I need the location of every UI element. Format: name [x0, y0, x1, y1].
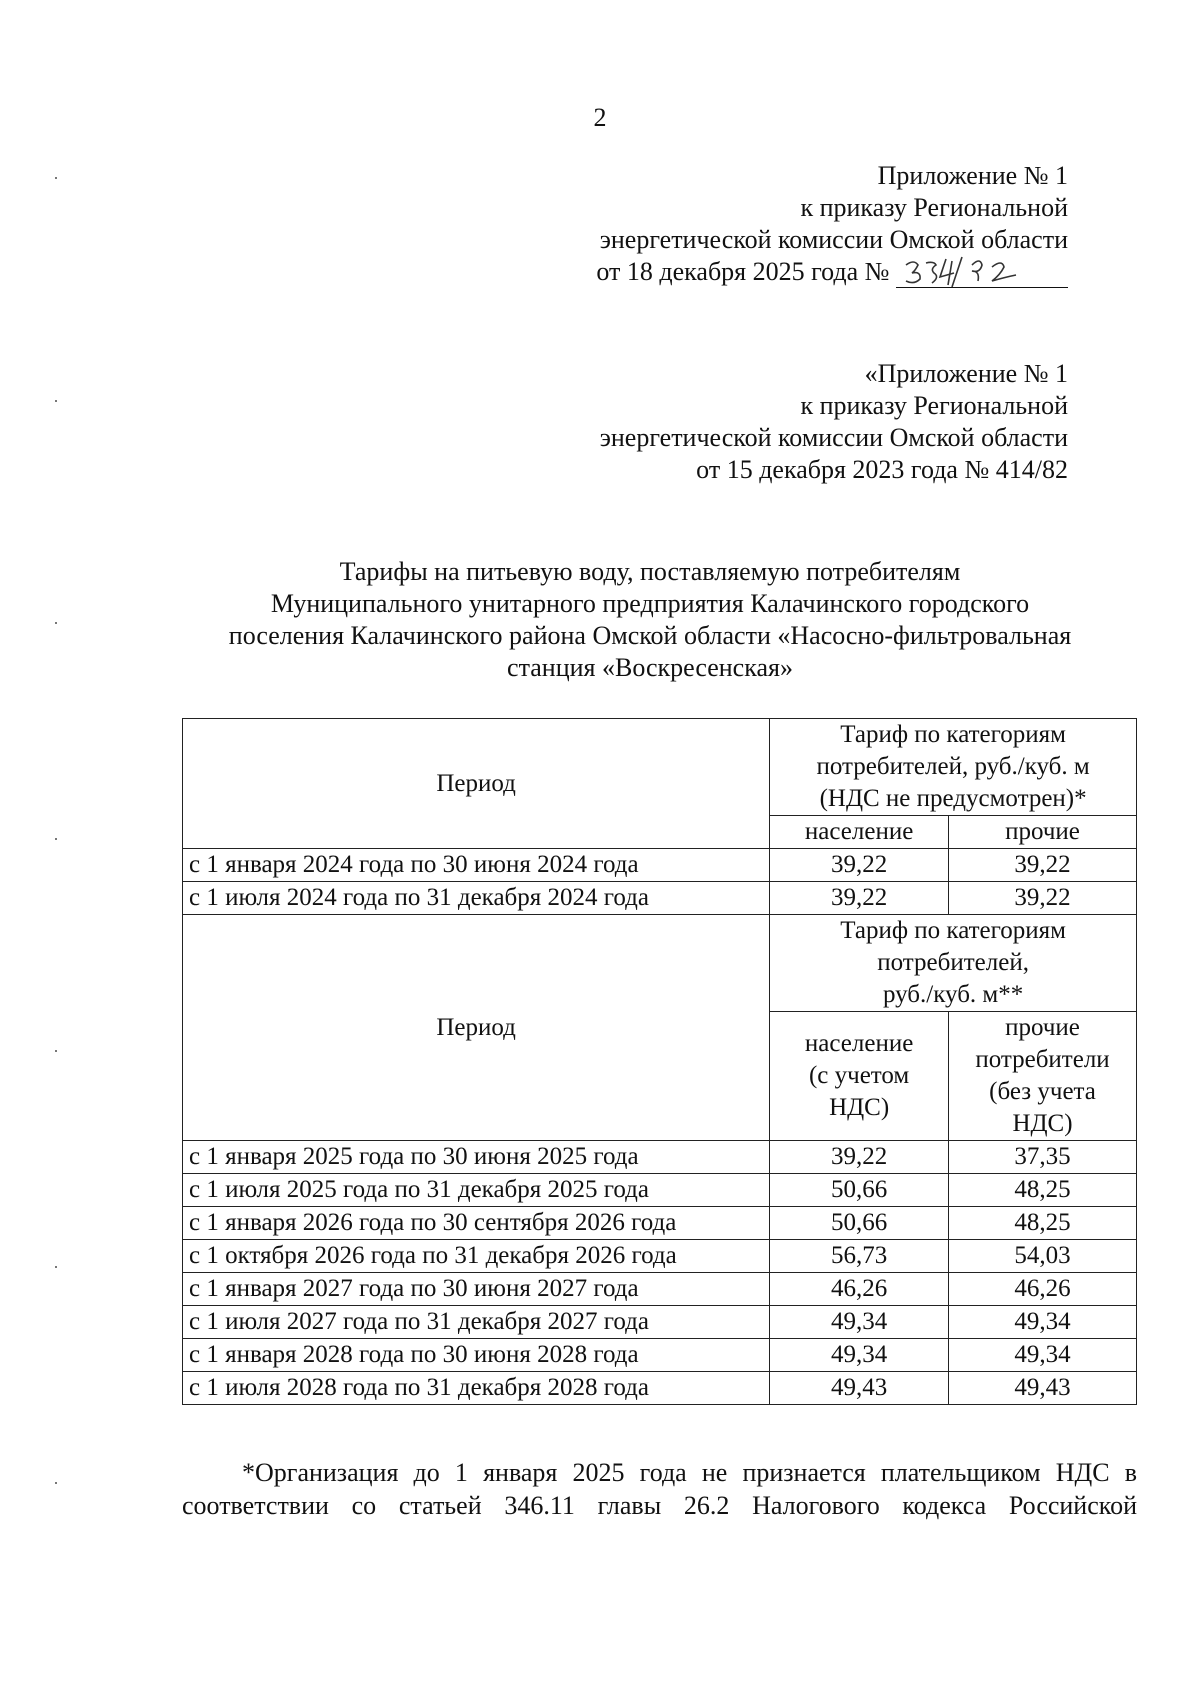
period-cell: с 1 июля 2025 года по 31 декабря 2025 года	[183, 1174, 770, 1207]
population-value: 50,66	[770, 1174, 949, 1207]
scan-speck	[55, 177, 57, 179]
col-other-header	[949, 1012, 1137, 1141]
period-header: Период	[183, 719, 770, 849]
scan-speck	[55, 400, 57, 402]
col-population-header: население	[770, 816, 949, 849]
tariff-header-line: Тариф по категориям	[840, 917, 1066, 944]
period-cell: с 1 января 2024 года по 30 июня 2024 года	[183, 849, 770, 882]
col-other-header: прочие	[949, 816, 1137, 849]
tariff-header	[770, 915, 1137, 1012]
table-row	[183, 1240, 1137, 1273]
tariff-header-line: потребителей,	[877, 949, 1029, 976]
tariff-header-line: потребителей, руб./куб. м	[816, 753, 1090, 780]
other-value: 48,25	[949, 1174, 1137, 1207]
table-row	[183, 1306, 1137, 1339]
other-value: 49,34	[949, 1339, 1137, 1372]
other-value: 39,22	[949, 849, 1137, 882]
scan-speck	[55, 1266, 57, 1268]
population-value: 39,22	[770, 882, 949, 915]
tariff-header	[770, 719, 1137, 816]
table-row	[183, 1174, 1137, 1207]
tariffs-table	[182, 718, 1137, 1405]
title-line: Тарифы на питьевую воду, поставляемую потребителям	[339, 557, 961, 586]
scan-speck	[55, 838, 57, 840]
col-header-line: население	[804, 1030, 914, 1057]
appendix-date: от 18 декабря 2025 года №	[596, 257, 890, 286]
population-value: 50,66	[770, 1207, 949, 1240]
title-line: поселения Калачинского района Омской области «Насосно-фильтровальная	[228, 621, 1072, 650]
handwritten-order-number	[896, 257, 1068, 288]
table-row	[183, 1339, 1137, 1372]
scan-speck	[55, 1050, 57, 1052]
population-value: 39,22	[770, 849, 949, 882]
other-value: 49,43	[949, 1372, 1137, 1405]
table-row	[183, 882, 1137, 915]
period-cell: с 1 июля 2028 года по 31 декабря 2028 года	[183, 1372, 770, 1405]
tariff-header-line: (НДС не предусмотрен)*	[819, 785, 1087, 812]
table1-header-row	[183, 719, 1137, 816]
appendix-commission: энергетической комиссии Омской области	[599, 225, 1068, 254]
appendix-prev-title: «Приложение № 1	[864, 359, 1068, 388]
population-value: 49,34	[770, 1339, 949, 1372]
other-value: 49,34	[949, 1306, 1137, 1339]
tariff-header-line: Тариф по категориям	[840, 721, 1066, 748]
other-value: 39,22	[949, 882, 1137, 915]
title-line: Муниципального унитарного предприятия Калачинского городского	[270, 589, 1030, 618]
appendix-current	[596, 160, 1068, 288]
col-header-line: потребители	[975, 1046, 1110, 1073]
period-cell: с 1 июля 2027 года по 31 декабря 2027 года	[183, 1306, 770, 1339]
period-header: Период	[183, 915, 770, 1141]
period-cell: с 1 января 2028 года по 30 июня 2028 года	[183, 1339, 770, 1372]
scan-speck	[55, 622, 57, 624]
other-value: 48,25	[949, 1207, 1137, 1240]
period-cell: с 1 января 2027 года по 30 июня 2027 года	[183, 1273, 770, 1306]
population-value: 56,73	[770, 1240, 949, 1273]
other-value: 37,35	[949, 1141, 1137, 1174]
period-cell: с 1 июля 2024 года по 31 декабря 2024 года	[183, 882, 770, 915]
appendix-title: Приложение № 1	[877, 161, 1068, 190]
col-header-line: НДС)	[1012, 1110, 1073, 1137]
handwritten-signature-number	[902, 255, 1032, 287]
page-number: 2	[593, 103, 607, 132]
appendix-date-line	[596, 256, 1068, 288]
document-title	[180, 556, 1120, 684]
period-cell: с 1 января 2025 года по 30 июня 2025 года	[183, 1141, 770, 1174]
table-row	[183, 1141, 1137, 1174]
tariff-header-line: руб./куб. м**	[882, 981, 1024, 1008]
population-value: 46,26	[770, 1273, 949, 1306]
table-row	[183, 849, 1137, 882]
appendix-previous	[600, 358, 1068, 486]
table2-header-row	[183, 915, 1137, 1012]
table-row	[183, 1372, 1137, 1405]
footnote: *Организация до 1 января 2025 года не признается плательщиком НДС в соответствии со статьей 346.11 главы 26.2 Налогового кодекса Российской	[182, 1458, 1137, 1520]
col-population-header	[770, 1012, 949, 1141]
col-header-line: прочие	[1005, 1014, 1080, 1041]
appendix-prev-date: от 15 декабря 2023 года № 414/82	[696, 455, 1068, 484]
scan-speck	[55, 1482, 57, 1484]
appendix-prev-commission: энергетической комиссии Омской области	[599, 423, 1068, 452]
population-value: 49,43	[770, 1372, 949, 1405]
appendix-order-ref: к приказу Региональной	[800, 193, 1068, 222]
other-value: 46,26	[949, 1273, 1137, 1306]
other-value: 54,03	[949, 1240, 1137, 1273]
period-cell: с 1 октября 2026 года по 31 декабря 2026 года	[183, 1240, 770, 1273]
population-value: 39,22	[770, 1141, 949, 1174]
title-line: станция «Воскресенская»	[507, 653, 793, 682]
population-value: 49,34	[770, 1306, 949, 1339]
table-row	[183, 1207, 1137, 1240]
col-header-line: (без учета	[989, 1078, 1096, 1105]
period-cell: с 1 января 2026 года по 30 сентября 2026 года	[183, 1207, 770, 1240]
table-row	[183, 1273, 1137, 1306]
appendix-prev-order-ref: к приказу Региональной	[800, 391, 1068, 420]
col-header-line: (с учетом	[808, 1062, 910, 1089]
col-header-line: НДС)	[829, 1094, 890, 1121]
